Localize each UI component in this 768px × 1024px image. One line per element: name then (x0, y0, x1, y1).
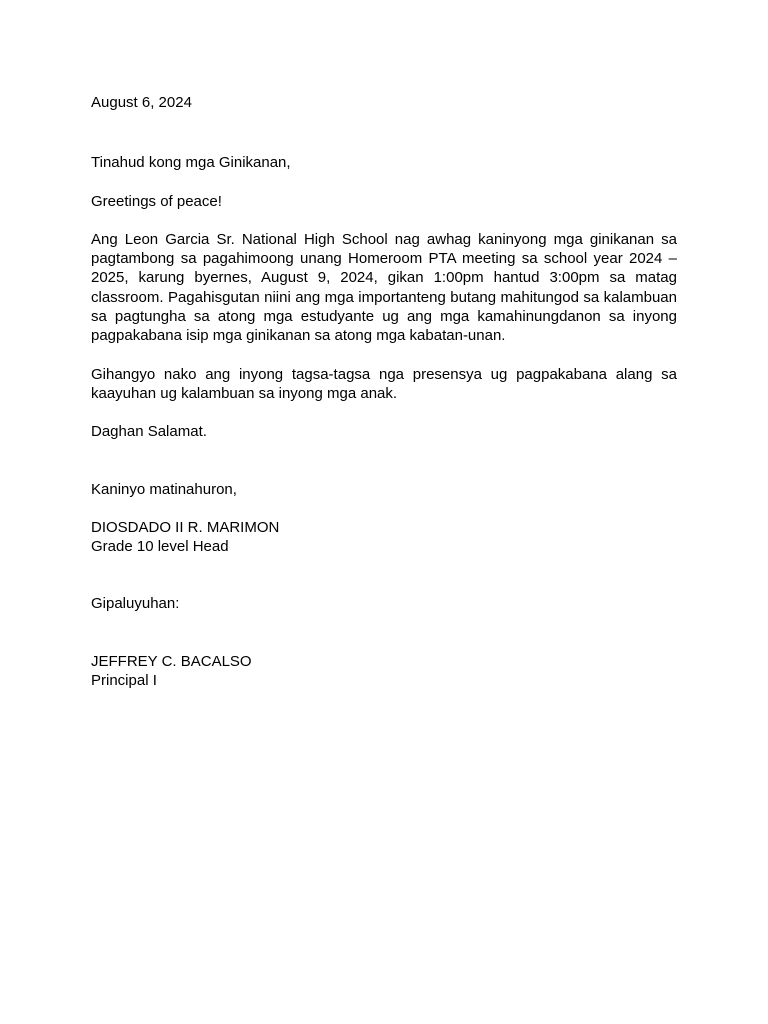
salutation: Tinahud kong mga Ginikanan, (91, 154, 291, 172)
signatory-block (91, 518, 677, 557)
signatory-title: Grade 10 level Head (91, 538, 229, 556)
body-paragraph-1: Ang Leon Garcia Sr. National High School nag awhag kaninyong mga ginikanan sa pagtambong sa pagahimoong unang Homeroom PTA meeting sa school year 2024 – 2025, karung byernes, August 9, 2024, gikan 1:00pm hantud 3:00pm sa matag classroom. Pagahisgutan niini ang mga importanteng butang mahitungod sa kalambuan sa pagtungha sa atong mga estudyante ug ang mga kamahinungdanon sa inyong pagpakabana isip mga ginikanan sa atong mga kabatan-unan. (91, 230, 677, 345)
approver-title: Principal I (91, 672, 157, 690)
noted-label: Gipaluyuhan: (91, 595, 180, 613)
greeting: Greetings of peace! (91, 192, 222, 210)
signatory-name: DIOSDADO II R. MARIMON (91, 518, 280, 536)
letter (91, 93, 677, 690)
complimentary-close: Kaninyo matinahuron, (91, 480, 237, 498)
approver-block (91, 652, 677, 691)
body-paragraph-2: Gihangyo nako ang inyong tagsa-tagsa nga presensya ug pagpakabana alang sa kaayuhan ug kalambuan sa inyong mga anak. (91, 365, 677, 402)
letter-date: August 6, 2024 (91, 94, 192, 111)
approver-name: JEFFREY C. BACALSO (91, 652, 252, 670)
thanks-line: Daghan Salamat. (91, 423, 207, 441)
